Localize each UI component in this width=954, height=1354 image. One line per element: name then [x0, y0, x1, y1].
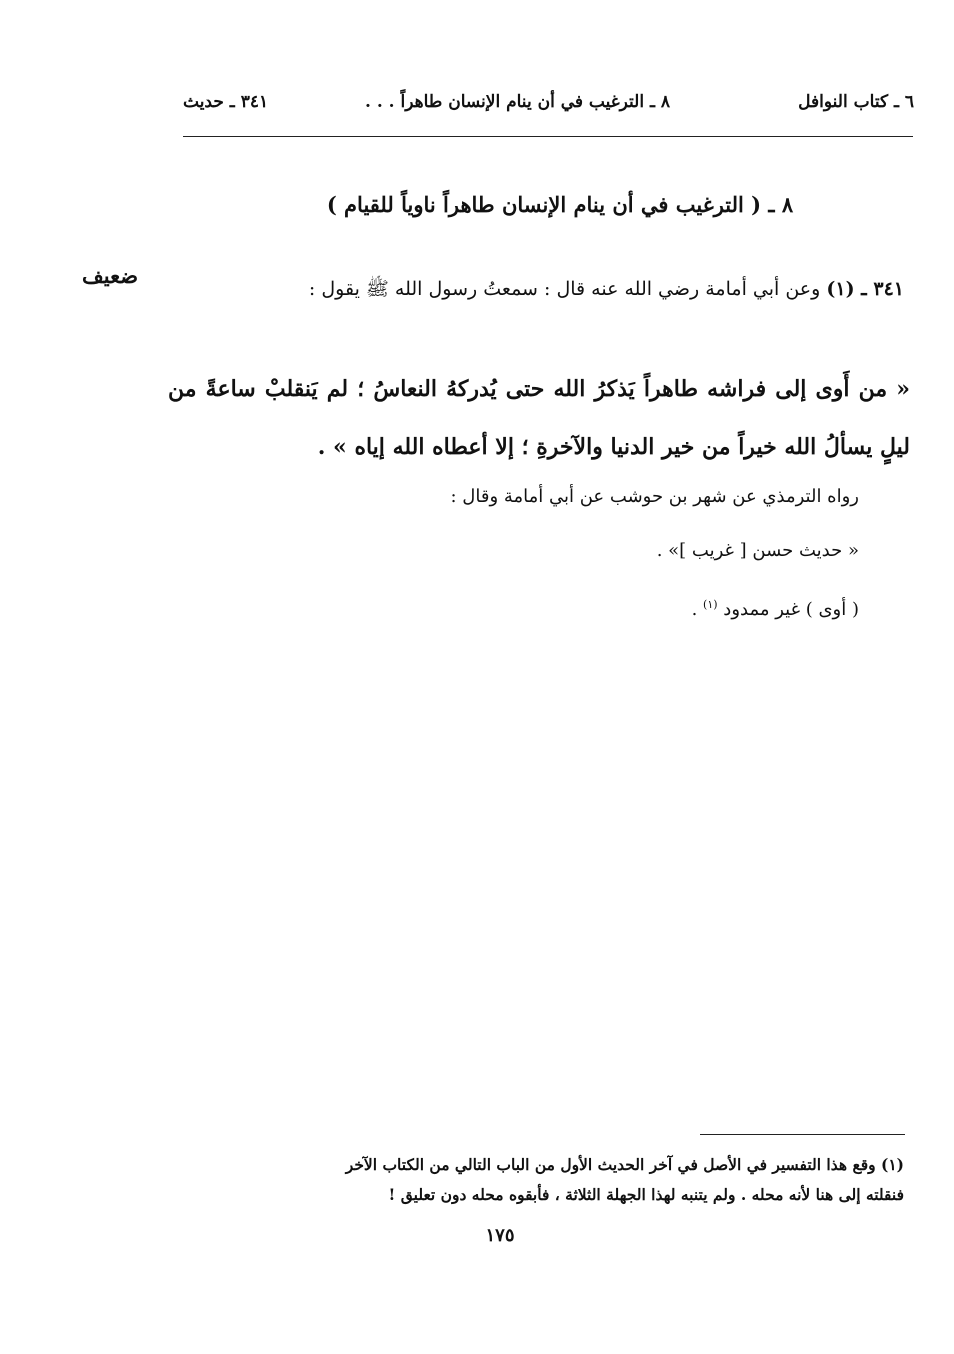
hadith-text: « من أَوى إلى فراشه طاهراً يَذكرُ الله حتى يُدركهُ النعاسُ ؛ لم يَنقلبْ ساعةً من ليلٍ يسألُ الله خيراً من خير الدنيا والآخرةِ ؛ إلا أعطاه الله إياه » . — [168, 376, 911, 460]
hadith-isnad: وعن أبي أمامة رضي الله عنه قال : سمعتُ رسول الله ﷺ يقول : — [308, 278, 821, 300]
narration-notes — [179, 470, 859, 637]
running-header-section: ٨ ـ الترغيب في أن ينام الإنسان طاهراً . . . — [365, 92, 671, 112]
footnote-line-1: (١) وقع هذا التفسير في الأصل في آخر الحديث الأول من الباب التالي من الكتاب الآخر — [345, 1155, 904, 1174]
word-note-end: . — [691, 599, 704, 620]
narration-grading: « حديث حسن [ غريب ]» . — [656, 540, 859, 561]
word-note-text: ( أوى ) غير ممدود — [723, 599, 859, 620]
hadith-grade: ضعيف — [82, 263, 139, 288]
running-header-chapter: ٦ ـ كتاب النوافل — [798, 92, 914, 112]
running-header-hadith-ref: ٣٤١ ـ حديث — [183, 92, 269, 112]
word-note — [179, 578, 859, 637]
footnote-line-2: فنقلته إلى هنا لأنه محله . ولم يتنبه لهذا الجهلة الثلاثة ، فأبقوه محله دون تعليق ! — [388, 1185, 904, 1204]
footnote-divider — [700, 1134, 905, 1135]
header-divider — [183, 136, 913, 137]
section-title: ٨ ـ ( الترغيب في أن ينام الإنسان طاهراً ناوياً للقيام ) — [326, 192, 794, 217]
narration-source: رواه الترمذي عن شهر بن حوشب عن أبي أمامة وقال : — [450, 486, 859, 507]
page-number: ١٧٥ — [485, 1225, 515, 1246]
hadith-number: ٣٤١ ـ (١) — [826, 278, 904, 300]
footnote-reference[interactable]: (١) — [703, 598, 718, 611]
footnote — [169, 1150, 904, 1210]
hadith-intro — [184, 263, 904, 315]
